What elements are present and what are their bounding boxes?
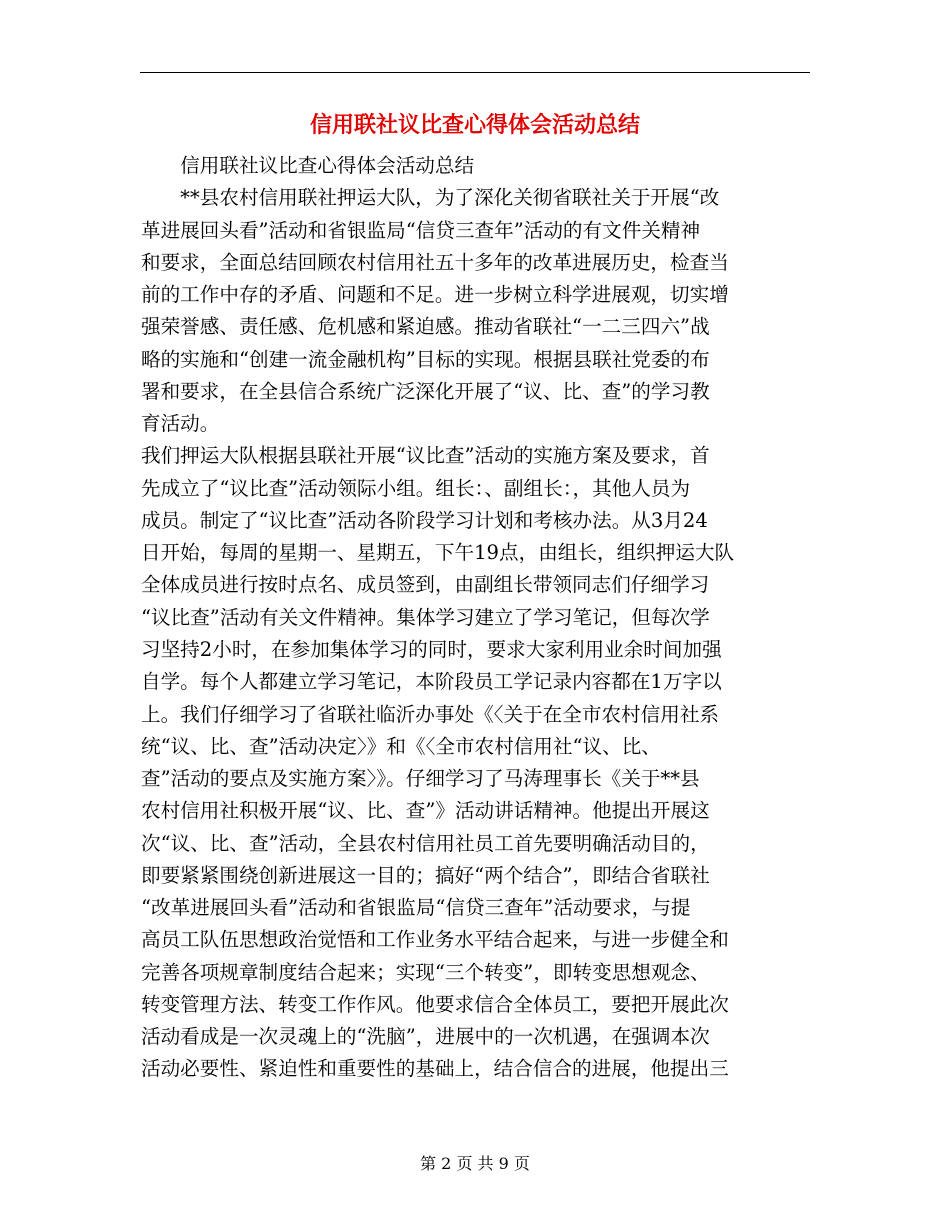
body-text-line: 活动看成是一次灵魂上的“洗脑”，进展中的一次机遇，在强调本次 [141, 1025, 710, 1049]
body-text-line: 日开始，每周的星期一、星期五，下午19点，由组长，组织押运大队 [141, 541, 735, 565]
body-text-line: 查”活动的要点及实施方案〉》。仔细学习了马涛理事长《关于**县 [141, 767, 700, 791]
body-text-line: 即要紧紧围绕创新进展这一目的；搞好“两个结合”，即结合省联社 [141, 863, 710, 887]
document-title: 信用联社议比查心得体会活动总结 [309, 112, 640, 138]
body-text-line: 成员。制定了“议比查”活动各阶段学习计划和考核办法。从3月24 [141, 508, 708, 532]
body-text-line: 完善各项规章制度结合起来；实现“三个转变”，即转变思想观念、 [141, 960, 710, 984]
body-text-line: 上。我们仔细学习了省联社临沂办事处《〈关于在全市农村信用社系 [141, 702, 720, 726]
body-text-line: “改革进展回头看”活动和省银监局“信贷三查年”活动要求，与提 [141, 896, 691, 920]
body-text-line: 和要求，全面总结回顾农村信用社五十多年的改革进展历史，检查当 [141, 250, 729, 274]
body-text-line: **县农村信用联社押运大队，为了深化关彻省联社关于开展“改 [141, 186, 720, 210]
body-text-line: 我们押运大队根据县联社开展“议比查”活动的实施方案及要求，首 [141, 444, 710, 468]
body-text-line: 革进展回头看”活动和省银监局“信贷三查年”活动的有文件关精神 [141, 218, 701, 242]
body-text-line: 全体成员进行按时点名、成员签到，由副组长带领同志们仔细学习 [141, 573, 710, 597]
header-rule [140, 72, 810, 73]
body-text-line: 略的实施和“创建一流金融机构”目标的实现。根据县联社党委的布 [141, 347, 710, 371]
body-text-line: 署和要求，在全县信合系统广泛深化开展了“议、比、查”的学习教 [141, 379, 710, 403]
body-text-line: “议比查”活动有关文件精神。集体学习建立了学习笔记，但每次学 [141, 605, 710, 629]
body-text-line: 统“议、比、查”活动决定〉》和《〈全市农村信用社“议、比、 [141, 734, 661, 758]
body-text-line: 转变管理方法、转变工作作风。他要求信合全体员工，要把开展此次 [141, 992, 729, 1016]
body-text-line: 高员工队伍思想政治觉悟和工作业务水平结合起来，与进一步健全和 [141, 928, 729, 952]
body-text-line: 次“议、比、查”活动，全县农村信用社员工首先要明确活动目的， [141, 831, 710, 855]
body-text-line: 强荣誉感、责任感、危机感和紧迫感。推动省联社“一二三四六”战 [141, 315, 710, 339]
document-body [141, 150, 801, 1086]
body-text-line: 先成立了“议比查”活动领际小组。组长：、副组长：，其他人员为 [141, 476, 691, 500]
body-text-line: 活动必要性、紧迫性和重要性的基础上，结合信合的进展，他提出三 [141, 1057, 729, 1081]
body-text-line: 习坚持2小时，在参加集体学习的同时，要求大家利用业余时间加强 [141, 637, 722, 661]
page-number-footer: 第 2 页 共 9 页 [420, 1154, 530, 1173]
body-text-line: 农村信用社积极开展“议、比、查”》活动讲话精神。他提出开展这 [141, 799, 710, 823]
body-text-line: 前的工作中存的矛盾、问题和不足。进一步树立科学进展观，切实增 [141, 283, 729, 307]
body-text-line: 自学。每个人都建立学习笔记，本阶段员工学记录内容都在1万字以 [141, 670, 722, 694]
body-text-line: 育活动。 [141, 412, 220, 436]
body-text-line: 信用联社议比查心得体会活动总结 [141, 154, 475, 177]
